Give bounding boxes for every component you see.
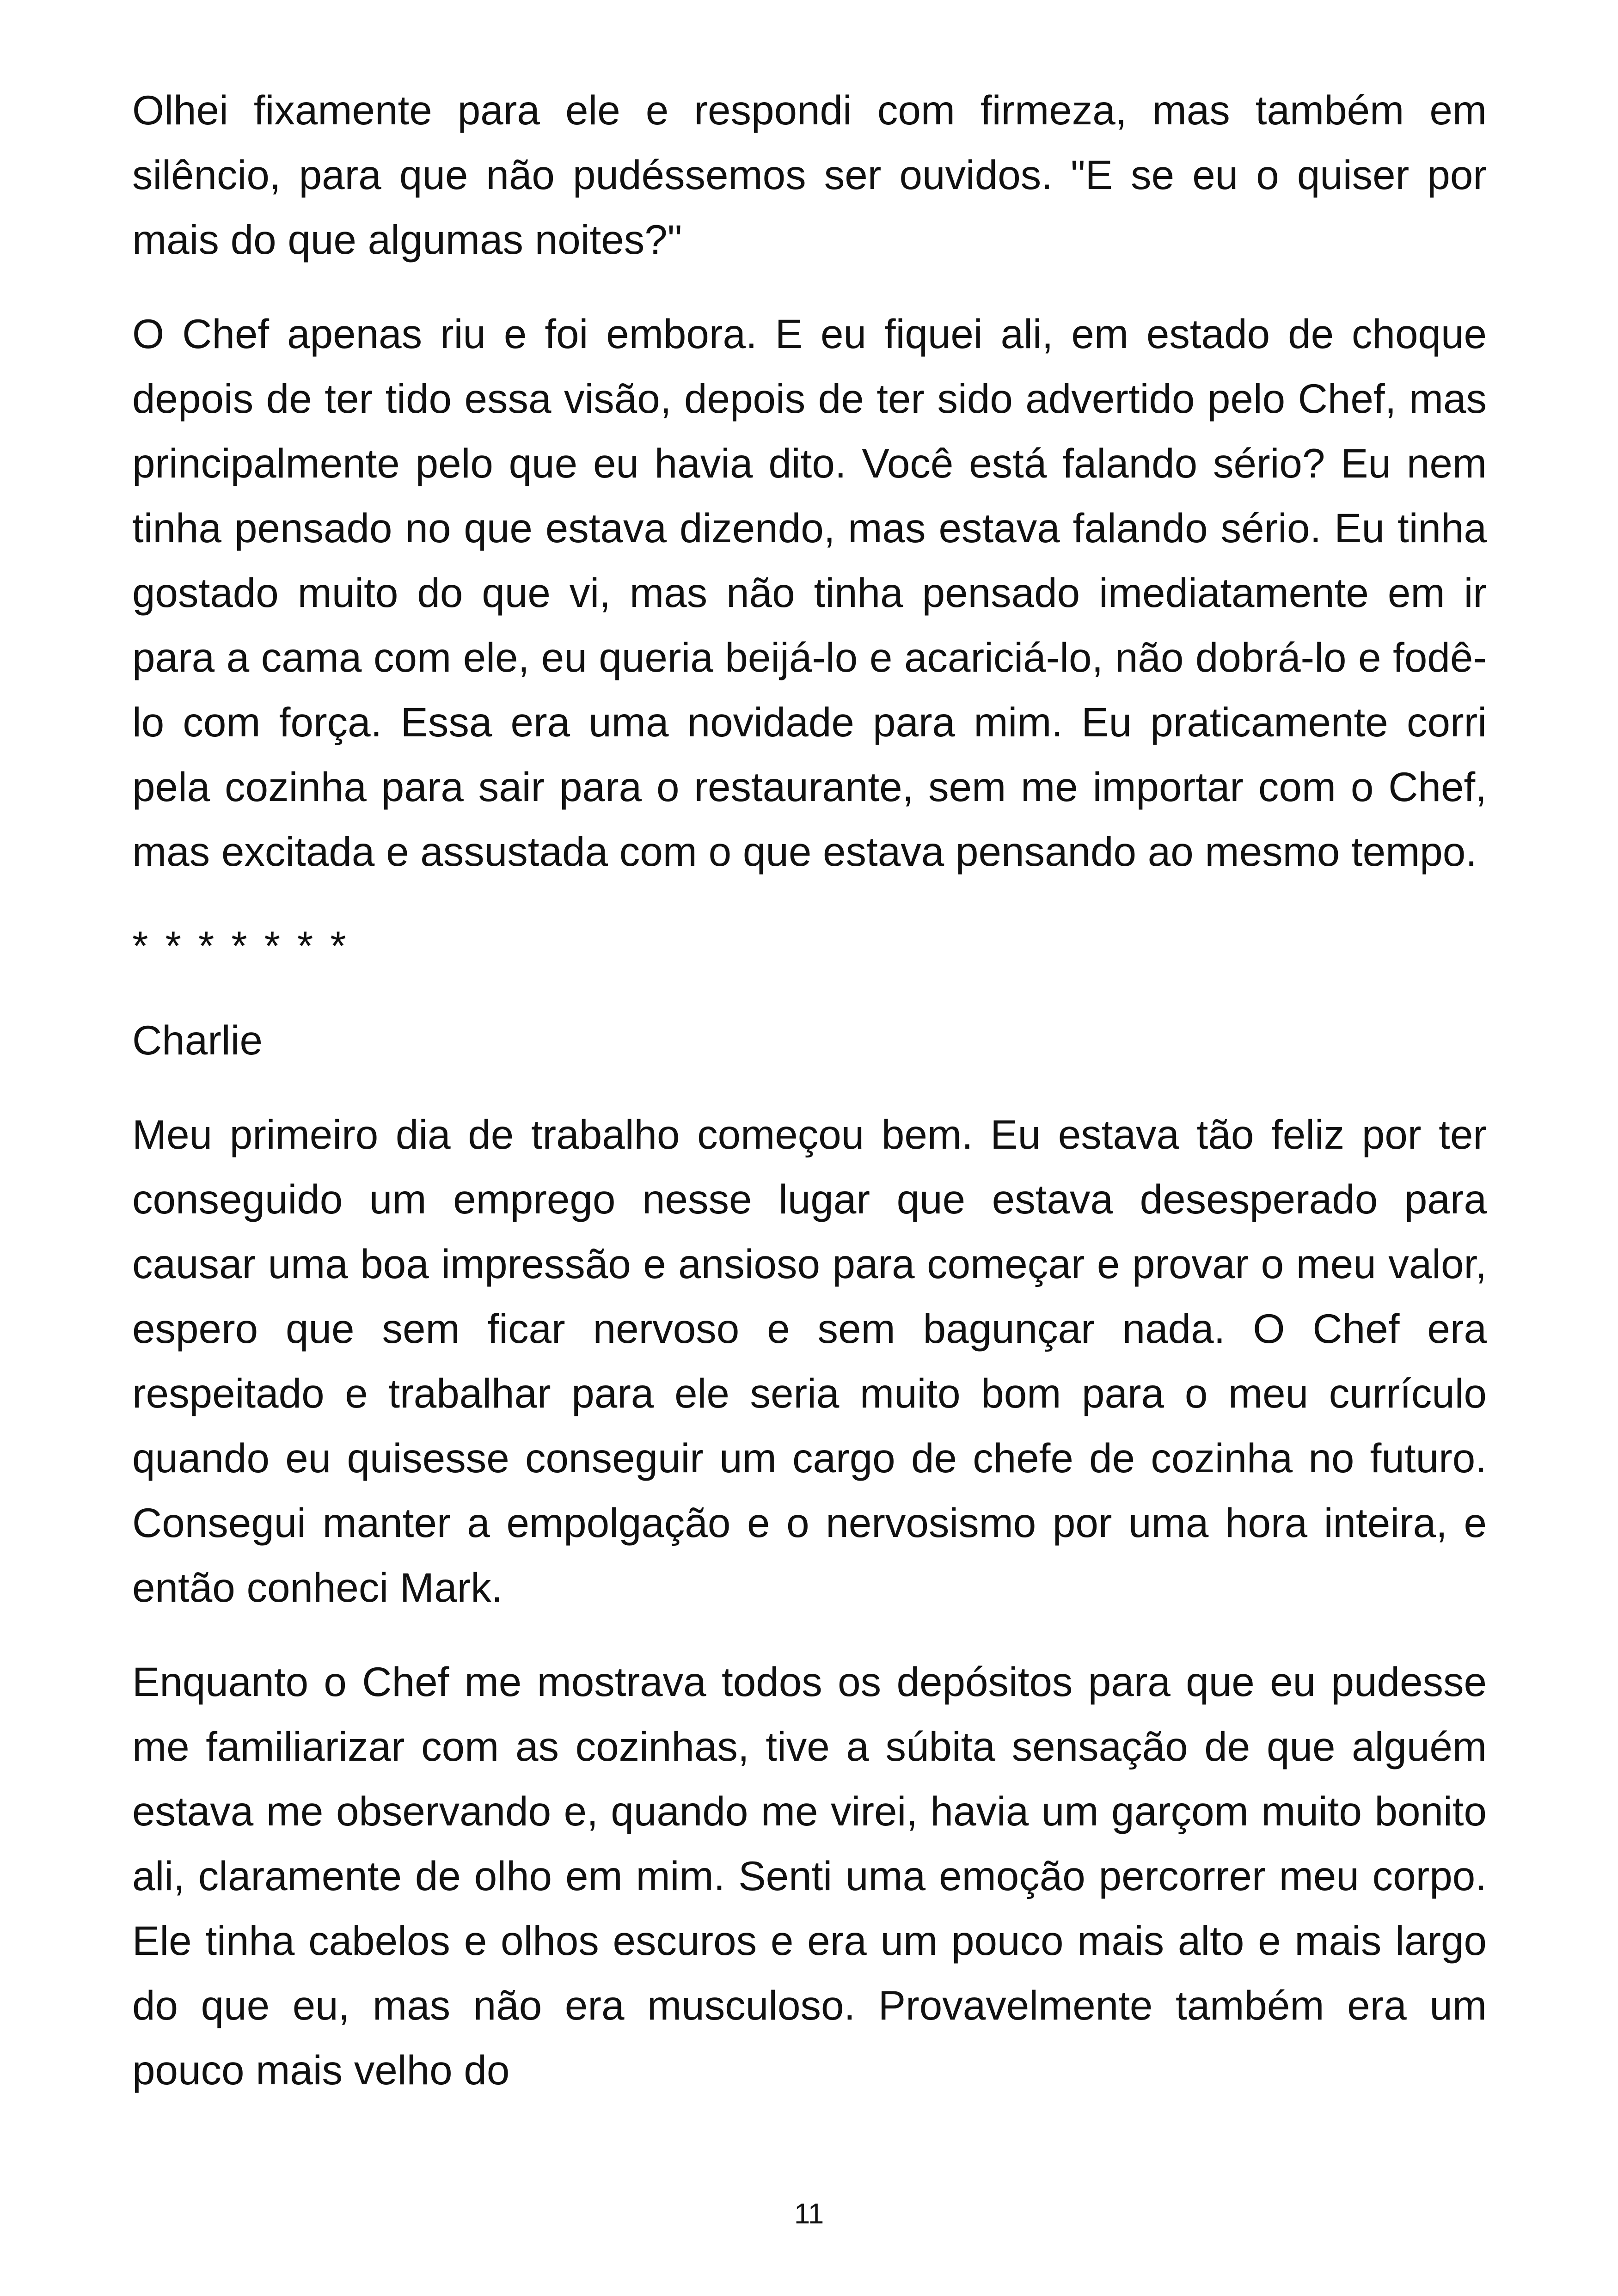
paragraph: O Chef apenas riu e foi embora. E eu fiquei ali, em estado de choque depois de ter tido essa visão, depois de ter sido advertido pelo Chef, mas principalmente pelo que eu havia dito. Você está falando sério? Eu nem tinha pensado no que estava dizendo, mas estava falando sério. Eu tinha gostado muito do que vi, mas não tinha pensado imediatamente em ir para a cama com ele, eu queria beijá-lo e acariciá-lo, não dobrá-lo e fodê-lo com força. Essa era uma novidade para mim. Eu praticamente corri pela cozinha para sair para o restaurante, sem me importar com o Chef, mas excitada e assustada com o que estava pensando ao mesmo tempo.	[132, 311, 1487, 875]
body-text	[132, 78, 1487, 2132]
paragraph: Enquanto o Chef me mostrava todos os depósitos para que eu pudesse me familiarizar com as cozinhas, tive a súbita sensação de que alguém estava me observando e, quando me virei, havia um garçom muito bonito ali, claramente de olho em mim. Senti uma emoção percorrer meu corpo. Ele tinha cabelos e olhos escuros e era um pouco mais alto e mais largo do que eu, mas não era musculoso. Provavelmente também era um pouco mais velho do	[132, 1659, 1487, 2093]
page-number: 11	[794, 2198, 824, 2230]
section-separator: * * * * * * *	[132, 923, 349, 969]
paragraph: Olhei fixamente para ele e respondi com firmeza, mas também em silêncio, para que não pudéssemos ser ouvidos. "E se eu o quiser por mais do que algumas noites?"	[132, 87, 1487, 263]
section-heading: Charlie	[132, 1017, 263, 1063]
paragraph: Meu primeiro dia de trabalho começou bem. Eu estava tão feliz por ter conseguido um emprego nesse lugar que estava desesperado para causar uma boa impressão e ansioso para começar e provar o meu valor, espero que sem ficar nervoso e sem bagunçar nada. O Chef era respeitado e trabalhar para ele seria muito bom para o meu currículo quando eu quisesse conseguir um cargo de chefe de cozinha no futuro. Consegui manter a empolgação e o nervosismo por uma hora inteira, e então conheci Mark.	[132, 1111, 1487, 1610]
